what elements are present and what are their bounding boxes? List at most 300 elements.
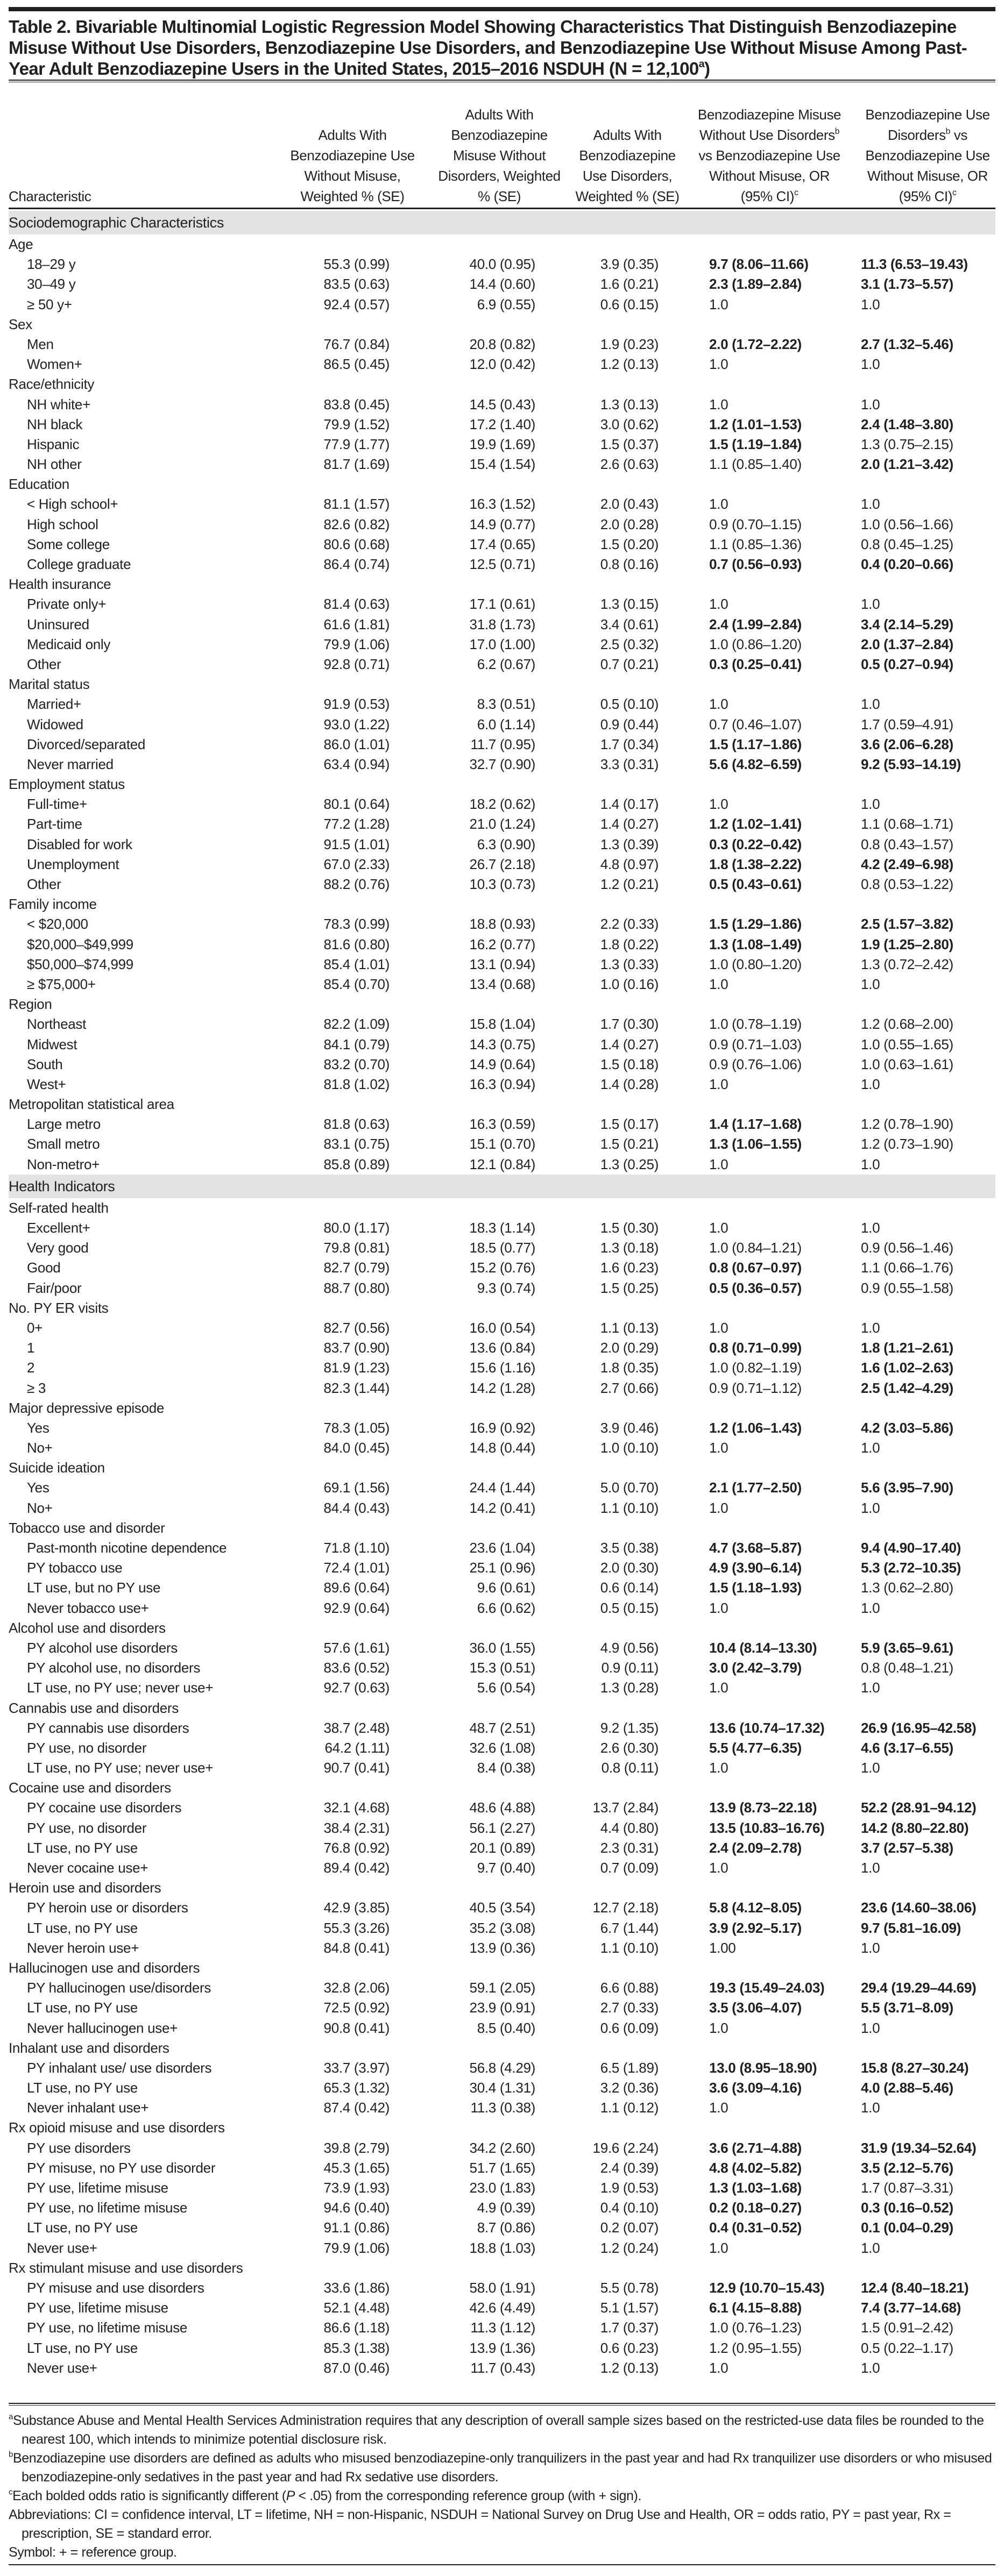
cell-or-misuse: 1.0 (0.86–1.20) <box>709 636 802 652</box>
col-header-text <box>696 104 843 207</box>
cell-use-without-misuse: 38.4 (2.31) <box>323 1819 390 1836</box>
cell-or-misuse: 9.7 (8.06–11.66) <box>709 256 809 273</box>
row-label: PY tobacco use <box>27 1560 123 1576</box>
cell-or-use-disorders: 1.0 <box>861 1076 880 1092</box>
cell-or-use-disorders: 0.3 (0.16–0.52) <box>861 2200 953 2216</box>
table-row <box>0 694 1004 714</box>
cell-or-misuse: 0.5 (0.36–0.57) <box>709 1279 802 1296</box>
cell-misuse-without-disorders: 15.2 (0.76) <box>469 1259 535 1276</box>
cell-use-without-misuse: 77.2 (1.28) <box>323 816 390 832</box>
cell-or-misuse: 1.2 (0.95–1.55) <box>709 2339 802 2356</box>
cell-or-misuse: 1.5 (1.18–1.93) <box>709 1579 802 1596</box>
cell-or-use-disorders: 1.1 (0.68–1.71) <box>861 816 953 832</box>
cell-use-disorders: 2.0 (0.29) <box>600 1340 659 1356</box>
row-label: High school <box>27 516 98 532</box>
table-row <box>0 1738 1004 1758</box>
group-label: Self-rated health <box>9 1199 109 1216</box>
cell-or-use-disorders: 1.0 <box>861 2239 880 2256</box>
cell-or-misuse: 0.9 (0.71–1.12) <box>709 1379 802 1396</box>
row-label: West+ <box>27 1076 66 1092</box>
cell-misuse-without-disorders: 32.6 (1.08) <box>469 1739 535 1756</box>
cell-use-disorders: 2.0 (0.43) <box>600 496 659 513</box>
col-header-or-misuse <box>696 85 843 207</box>
table-row <box>0 755 1004 774</box>
cell-use-without-misuse: 86.5 (0.45) <box>323 356 390 373</box>
cell-use-without-misuse: 92.9 (0.64) <box>323 1599 390 1616</box>
cell-misuse-without-disorders: 10.3 (0.73) <box>469 876 535 892</box>
cell-or-use-disorders: 1.0 <box>861 1680 880 1696</box>
cell-use-disorders: 3.9 (0.35) <box>600 256 659 273</box>
cell-use-disorders: 2.0 (0.30) <box>600 1560 659 1576</box>
cell-use-disorders: 3.3 (0.31) <box>600 756 659 772</box>
cell-or-use-disorders: 1.0 <box>861 1499 880 1516</box>
table-row <box>0 635 1004 654</box>
cell-use-disorders: 1.7 (0.30) <box>600 1016 659 1033</box>
table-row <box>0 1938 1004 1958</box>
cell-use-without-misuse: 65.3 (1.32) <box>323 2080 390 2096</box>
cell-use-without-misuse: 85.4 (0.70) <box>323 976 390 992</box>
cell-use-disorders: 1.2 (0.13) <box>600 356 659 373</box>
group-header <box>0 574 1004 594</box>
col-header-part: vs Benzodiazepine Use Without Misuse, OR (95% CI) <box>698 147 840 204</box>
cell-or-use-disorders: 1.3 (0.75–2.15) <box>861 436 953 452</box>
table-row <box>0 715 1004 735</box>
table-row <box>0 2138 1004 2158</box>
row-label: Never inhalant use+ <box>27 2100 149 2116</box>
cell-or-misuse: 0.7 (0.46–1.07) <box>709 716 802 732</box>
cell-or-misuse: 1.5 (1.29–1.86) <box>709 916 802 933</box>
cell-or-use-disorders: 9.2 (5.93–14.19) <box>861 756 961 772</box>
cell-use-disorders: 1.1 (0.10) <box>600 1939 659 1956</box>
cell-or-use-disorders: 1.2 (0.73–1.90) <box>861 1136 953 1152</box>
cell-use-disorders: 1.8 (0.22) <box>600 936 659 952</box>
cell-or-use-disorders: 1.0 <box>861 396 880 412</box>
row-label: PY misuse, no PY use disorder <box>27 2159 216 2176</box>
col-header-text: Adults With Benzodiazepine Use Disorders, Weighted % (SE) <box>575 127 680 204</box>
cell-or-use-disorders: 14.2 (8.80–22.80) <box>861 1819 969 1836</box>
cell-use-disorders: 1.3 (0.25) <box>600 1156 659 1172</box>
cell-misuse-without-disorders: 18.5 (0.77) <box>469 1240 535 1256</box>
cell-misuse-without-disorders: 8.5 (0.40) <box>477 2019 535 2036</box>
table-row <box>0 835 1004 855</box>
cell-use-without-misuse: 83.2 (0.70) <box>323 1056 390 1072</box>
cell-use-without-misuse: 82.7 (0.79) <box>323 1259 390 1276</box>
table-row <box>0 2098 1004 2118</box>
row-label: Past-month nicotine dependence <box>27 1540 227 1556</box>
cell-use-disorders: 1.2 (0.24) <box>600 2239 659 2256</box>
group-label: Marital status <box>9 676 90 693</box>
group-label: Health insurance <box>9 576 111 593</box>
row-label: $20,000–$49,999 <box>27 936 133 952</box>
table-row <box>0 2298 1004 2318</box>
cell-use-without-misuse: 72.4 (1.01) <box>323 1560 390 1576</box>
cell-use-disorders: 19.6 (2.24) <box>592 2139 659 2156</box>
cell-use-without-misuse: 45.3 (1.65) <box>323 2159 390 2176</box>
cell-use-disorders: 3.5 (0.38) <box>600 1540 659 1556</box>
cell-misuse-without-disorders: 16.3 (1.52) <box>469 496 535 513</box>
cell-use-disorders: 1.8 (0.35) <box>600 1360 659 1376</box>
table-row <box>0 1114 1004 1134</box>
cell-misuse-without-disorders: 36.0 (1.55) <box>469 1639 535 1656</box>
cell-misuse-without-disorders: 14.9 (0.77) <box>469 516 535 532</box>
row-label: LT use, no PY use <box>27 2219 138 2236</box>
cell-misuse-without-disorders: 13.4 (0.68) <box>469 976 535 992</box>
table-row <box>0 2198 1004 2218</box>
cell-or-use-disorders: 2.7 (1.32–5.46) <box>861 336 953 352</box>
cell-or-use-disorders: 1.0 <box>861 1939 880 1956</box>
cell-misuse-without-disorders: 18.8 (0.93) <box>469 916 535 933</box>
group-label: Sex <box>9 316 32 332</box>
row-label: PY use, no lifetime misuse <box>27 2200 188 2216</box>
cell-misuse-without-disorders: 23.0 (1.83) <box>469 2180 535 2196</box>
row-label: Private only+ <box>27 596 107 613</box>
cell-use-disorders: 2.5 (0.32) <box>600 636 659 652</box>
cell-misuse-without-disorders: 51.7 (1.65) <box>469 2159 535 2176</box>
cell-misuse-without-disorders: 6.0 (1.14) <box>477 716 535 732</box>
cell-misuse-without-disorders: 12.1 (0.84) <box>469 1156 535 1172</box>
cell-misuse-without-disorders: 58.0 (1.91) <box>469 2279 535 2296</box>
table-row <box>0 1538 1004 1558</box>
row-label: PY hallucinogen use/disorders <box>27 1980 211 1996</box>
cell-use-disorders: 5.1 (1.57) <box>600 2300 659 2316</box>
cell-use-without-misuse: 38.7 (2.48) <box>323 1719 390 1736</box>
cell-use-without-misuse: 61.6 (1.81) <box>323 616 390 632</box>
cell-or-misuse: 1.0 <box>709 296 729 312</box>
cell-or-use-disorders: 1.7 (0.87–3.31) <box>861 2180 953 2196</box>
row-label: Medicaid only <box>27 636 111 652</box>
row-label: 0+ <box>27 1319 43 1336</box>
row-label: Midwest <box>27 1036 77 1052</box>
cell-or-misuse: 1.0 <box>709 2359 729 2376</box>
cell-use-disorders: 4.9 (0.56) <box>600 1639 659 1656</box>
cell-or-misuse: 0.9 (0.71–1.03) <box>709 1036 802 1052</box>
cell-or-misuse: 1.0 <box>709 356 729 373</box>
group-label: Inhalant use and disorders <box>9 2039 169 2056</box>
group-header <box>0 1398 1004 1418</box>
table-row <box>0 1478 1004 1498</box>
row-label: Women+ <box>27 356 82 373</box>
cell-or-use-disorders: 1.8 (1.21–2.61) <box>861 1340 953 1356</box>
cell-use-disorders: 1.4 (0.27) <box>600 1036 659 1052</box>
cell-use-without-misuse: 84.1 (0.79) <box>323 1036 390 1052</box>
cell-misuse-without-disorders: 6.6 (0.62) <box>477 1599 535 1616</box>
cell-use-without-misuse: 81.9 (1.23) <box>323 1360 390 1376</box>
row-label: Small metro <box>27 1136 100 1152</box>
cell-use-disorders: 1.4 (0.28) <box>600 1076 659 1092</box>
table-row <box>0 1338 1004 1358</box>
col-header-text: Adults With Benzodiazepine Use Without Misuse, Weighted % (SE) <box>290 127 415 204</box>
footnote-mark: b <box>835 127 839 137</box>
cell-or-use-disorders: 1.0 <box>861 1440 880 1456</box>
cell-misuse-without-disorders: 32.7 (0.90) <box>469 756 535 772</box>
row-label: 2 <box>27 1360 35 1376</box>
cell-use-without-misuse: 89.6 (0.64) <box>323 1579 390 1596</box>
cell-misuse-without-disorders: 18.2 (0.62) <box>469 796 535 813</box>
cell-use-without-misuse: 92.4 (0.57) <box>323 296 390 312</box>
cell-misuse-without-disorders: 16.0 (0.54) <box>469 1319 535 1336</box>
cell-use-without-misuse: 32.1 (4.68) <box>323 1799 390 1816</box>
group-label: Heroin use and disorders <box>9 1880 161 1896</box>
cell-or-use-disorders: 3.1 (1.73–5.57) <box>861 276 953 293</box>
cell-use-disorders: 2.4 (0.39) <box>600 2159 659 2176</box>
cell-or-use-disorders: 0.8 (0.53–1.22) <box>861 876 953 892</box>
cell-use-without-misuse: 94.6 (0.40) <box>323 2200 390 2216</box>
cell-or-use-disorders: 5.3 (2.72–10.35) <box>861 1560 961 1576</box>
cell-misuse-without-disorders: 6.9 (0.55) <box>477 296 535 312</box>
row-label: PY use, lifetime misuse <box>27 2180 168 2196</box>
cell-or-misuse: 1.00 <box>709 1939 736 1956</box>
cell-use-disorders: 5.0 (0.70) <box>600 1479 659 1496</box>
cell-use-disorders: 12.7 (2.18) <box>592 1899 659 1916</box>
cell-use-disorders: 6.6 (0.88) <box>600 1980 659 1996</box>
cell-use-disorders: 1.7 (0.37) <box>600 2319 659 2336</box>
cell-or-misuse: 1.3 (1.06–1.55) <box>709 1136 802 1152</box>
cell-or-use-disorders: 1.9 (1.25–2.80) <box>861 936 953 952</box>
cell-or-misuse: 1.1 (0.85–1.36) <box>709 536 802 552</box>
cell-use-disorders: 1.5 (0.25) <box>600 1279 659 1296</box>
table-row <box>0 295 1004 315</box>
footnote-b <box>9 2449 995 2487</box>
col-header-part: Benzodiazepine Use Disorders <box>865 106 990 143</box>
cell-misuse-without-disorders: 16.3 (0.59) <box>469 1116 535 1133</box>
cell-use-disorders: 1.1 (0.10) <box>600 1499 659 1516</box>
cell-or-misuse: 0.9 (0.70–1.15) <box>709 516 802 532</box>
cell-misuse-without-disorders: 9.3 (0.74) <box>477 1279 535 1296</box>
cell-or-use-disorders: 0.9 (0.56–1.46) <box>861 1240 953 1256</box>
cell-or-use-disorders: 1.3 (0.72–2.42) <box>861 956 953 972</box>
cell-use-disorders: 6.5 (1.89) <box>600 2059 659 2076</box>
cell-misuse-without-disorders: 35.2 (3.08) <box>469 1919 535 1936</box>
cell-or-use-disorders: 0.8 (0.48–1.21) <box>861 1660 953 1676</box>
row-label: Part-time <box>27 816 82 832</box>
cell-or-misuse: 1.0 <box>709 1599 729 1616</box>
cell-use-without-misuse: 63.4 (0.94) <box>323 756 390 772</box>
cell-or-misuse: 1.2 (1.02–1.41) <box>709 816 802 832</box>
cell-or-misuse: 1.3 (1.08–1.49) <box>709 936 802 952</box>
cell-misuse-without-disorders: 13.6 (0.84) <box>469 1340 535 1356</box>
table-row <box>0 395 1004 415</box>
cell-misuse-without-disorders: 15.6 (1.16) <box>469 1360 535 1376</box>
group-header <box>0 1518 1004 1538</box>
table-row <box>0 2058 1004 2078</box>
group-header <box>0 774 1004 794</box>
cell-or-use-disorders: 4.2 (2.49–6.98) <box>861 856 953 872</box>
cell-use-without-misuse: 77.9 (1.77) <box>323 436 390 452</box>
cell-use-without-misuse: 73.9 (1.93) <box>323 2180 390 2196</box>
cell-or-use-disorders: 3.7 (2.57–5.38) <box>861 1839 953 1856</box>
row-label: LT use, no PY use <box>27 1999 138 2016</box>
cell-misuse-without-disorders: 15.3 (0.51) <box>469 1660 535 1676</box>
table-row <box>0 354 1004 374</box>
cell-use-disorders: 1.4 (0.17) <box>600 796 659 813</box>
cell-or-misuse: 1.0 (0.78–1.19) <box>709 1016 802 1033</box>
table-row <box>0 1418 1004 1438</box>
cell-or-use-disorders: 3.6 (2.06–6.28) <box>861 736 953 752</box>
cell-or-use-disorders: 0.8 (0.45–1.25) <box>861 536 953 552</box>
cell-or-misuse: 1.0 <box>709 1680 729 1696</box>
cell-use-without-misuse: 86.0 (1.01) <box>323 736 390 752</box>
cell-use-without-misuse: 79.9 (1.06) <box>323 636 390 652</box>
footnote-mark: c <box>794 188 798 198</box>
cell-use-disorders: 3.2 (0.36) <box>600 2080 659 2096</box>
cell-or-use-disorders: 4.0 (2.88–5.46) <box>861 2080 953 2096</box>
cell-or-misuse: 1.0 <box>709 1319 729 1336</box>
group-header <box>0 1198 1004 1218</box>
cell-use-without-misuse: 55.3 (0.99) <box>323 256 390 273</box>
row-label: PY use disorders <box>27 2139 131 2156</box>
footnote-abbreviations: Abbreviations: CI = confidence interval, LT = lifetime, NH = non-Hispanic, NSDUH = National Survey on Drug Use and Health, OR = odds ratio, PY = past year, Rx = prescription, SE = standard error. <box>9 2507 951 2541</box>
row-label: Married+ <box>27 696 81 713</box>
group-label: Alcohol use and disorders <box>9 1619 166 1636</box>
row-label: PY cocaine use disorders <box>27 1799 182 1816</box>
cell-use-without-misuse: 79.8 (0.81) <box>323 1240 390 1256</box>
table-row <box>0 2278 1004 2298</box>
row-label: PY heroin use or disorders <box>27 1899 188 1916</box>
table-row <box>0 654 1004 674</box>
cell-use-disorders: 0.6 (0.23) <box>600 2339 659 2356</box>
cell-or-misuse: 0.4 (0.31–0.52) <box>709 2219 802 2236</box>
cell-or-use-disorders: 1.6 (1.02–2.63) <box>861 1360 953 1376</box>
cell-or-misuse: 1.0 <box>709 1760 729 1776</box>
cell-or-use-disorders: 1.0 <box>861 1599 880 1616</box>
cell-or-use-disorders: 1.0 <box>861 1156 880 1172</box>
table-row <box>0 1438 1004 1458</box>
cell-use-disorders: 6.7 (1.44) <box>600 1919 659 1936</box>
cell-or-use-disorders: 0.4 (0.20–0.66) <box>861 556 953 572</box>
group-label: Tobacco use and disorder <box>9 1519 165 1536</box>
cell-use-disorders: 1.5 (0.18) <box>600 1056 659 1072</box>
cell-use-disorders: 2.3 (0.31) <box>600 1839 659 1856</box>
cell-use-without-misuse: 78.3 (1.05) <box>323 1419 390 1436</box>
cell-or-misuse: 2.4 (1.99–2.84) <box>709 616 802 632</box>
cell-use-disorders: 1.5 (0.37) <box>600 436 659 452</box>
cell-or-misuse: 2.0 (1.72–2.22) <box>709 336 802 352</box>
row-label: Never use+ <box>27 2359 97 2376</box>
table-row <box>0 2238 1004 2258</box>
cell-or-misuse: 1.0 (0.84–1.21) <box>709 1240 802 1256</box>
row-label: Never use+ <box>27 2239 97 2256</box>
cell-use-without-misuse: 91.5 (1.01) <box>323 836 390 852</box>
group-header <box>0 2258 1004 2278</box>
cell-use-disorders: 1.5 (0.20) <box>600 536 659 552</box>
cell-or-misuse: 1.5 (1.17–1.86) <box>709 736 802 752</box>
table-row <box>0 1818 1004 1838</box>
table-row <box>0 1318 1004 1338</box>
cell-or-use-disorders: 1.0 <box>861 496 880 513</box>
row-label: PY alcohol use, no disorders <box>27 1660 201 1676</box>
cell-or-use-disorders: 3.4 (2.14–5.29) <box>861 616 953 632</box>
row-label: Other <box>27 656 61 672</box>
cell-or-use-disorders: 1.7 (0.59–4.91) <box>861 716 953 732</box>
cell-or-use-disorders: 1.0 <box>861 696 880 713</box>
row-label: Large metro <box>27 1116 101 1133</box>
row-label: Unemployment <box>27 856 119 872</box>
table-row <box>0 594 1004 614</box>
title-close: ) <box>704 59 710 79</box>
cell-misuse-without-disorders: 9.6 (0.61) <box>477 1579 535 1596</box>
footnote-a <box>9 2411 995 2449</box>
cell-or-use-disorders: 29.4 (19.29–44.69) <box>861 1980 977 1996</box>
cell-use-disorders: 5.5 (0.78) <box>600 2279 659 2296</box>
col-header-part: Benzodiazepine Misuse Without Use Disorders <box>697 106 842 143</box>
cell-use-disorders: 0.6 (0.15) <box>600 296 659 312</box>
col-header-text: Characteristic <box>9 188 91 204</box>
table-row <box>0 1074 1004 1094</box>
cell-or-misuse: 5.8 (4.12–8.05) <box>709 1899 802 1916</box>
cell-use-without-misuse: 86.6 (1.18) <box>323 2319 390 2336</box>
table-row <box>0 2358 1004 2378</box>
row-label: 18–29 y <box>27 256 76 273</box>
cell-use-disorders: 1.3 (0.15) <box>600 596 659 613</box>
cell-or-misuse: 0.3 (0.22–0.42) <box>709 836 802 852</box>
table-row <box>0 974 1004 994</box>
cell-or-use-disorders: 2.0 (1.21–3.42) <box>861 456 953 473</box>
group-header <box>0 894 1004 914</box>
cell-or-use-disorders: 5.5 (3.71–8.09) <box>861 1999 953 2016</box>
row-label: $50,000–$74,999 <box>27 956 133 972</box>
row-label: Never hallucinogen use+ <box>27 2019 178 2036</box>
cell-use-without-misuse: 81.8 (1.02) <box>323 1076 390 1092</box>
cell-use-without-misuse: 92.8 (0.71) <box>323 656 390 672</box>
footnote-text: Substance Abuse and Mental Health Services Administration requires that any description of overall sample sizes based on the restricted-use data files be rounded to the nearest 100, which intends to minimize potential disclosure risk. <box>12 2413 984 2447</box>
cell-or-use-disorders: 23.6 (14.60–38.06) <box>861 1899 977 1916</box>
cell-use-disorders: 0.8 (0.16) <box>600 556 659 572</box>
table-row <box>0 1918 1004 1938</box>
cell-use-disorders: 2.0 (0.28) <box>600 516 659 532</box>
row-label: 1 <box>27 1340 35 1356</box>
cell-use-without-misuse: 79.9 (1.52) <box>323 416 390 432</box>
table-row <box>0 914 1004 934</box>
cell-misuse-without-disorders: 16.3 (0.94) <box>469 1076 535 1092</box>
row-label: Non-metro+ <box>27 1156 100 1172</box>
table-row <box>0 1578 1004 1598</box>
table-row <box>0 2178 1004 2198</box>
cell-or-misuse: 1.0 (0.76–1.23) <box>709 2319 802 2336</box>
cell-misuse-without-disorders: 14.9 (0.64) <box>469 1056 535 1072</box>
cell-or-misuse: 12.9 (10.70–15.43) <box>709 2279 825 2296</box>
cell-or-misuse: 1.0 <box>709 2019 729 2036</box>
cell-or-misuse: 1.0 <box>709 2100 729 2116</box>
row-label: Never married <box>27 756 114 772</box>
table-row <box>0 435 1004 454</box>
cell-or-use-disorders: 0.5 (0.27–0.94) <box>861 656 953 672</box>
cell-or-use-disorders: 7.4 (3.77–14.68) <box>861 2300 961 2316</box>
cell-use-disorders: 1.4 (0.27) <box>600 816 659 832</box>
row-label: PY use, no disorder <box>27 1739 147 1756</box>
cell-use-without-misuse: 55.3 (3.26) <box>323 1919 390 1936</box>
row-label: LT use, no PY use <box>27 2339 138 2356</box>
row-label: Full-time+ <box>27 796 87 813</box>
row-label: < $20,000 <box>27 916 88 933</box>
group-header <box>0 1094 1004 1114</box>
row-label: PY use, lifetime misuse <box>27 2300 168 2316</box>
table-row <box>0 1678 1004 1698</box>
cell-use-disorders: 2.6 (0.63) <box>600 456 659 473</box>
cell-misuse-without-disorders: 17.2 (1.40) <box>469 416 535 432</box>
table-row <box>0 1718 1004 1738</box>
title-footnote-mark: a <box>698 58 704 70</box>
table-row <box>0 1258 1004 1278</box>
cell-use-without-misuse: 79.9 (1.06) <box>323 2239 390 2256</box>
cell-use-disorders: 1.5 (0.21) <box>600 1136 659 1152</box>
group-header <box>0 2038 1004 2058</box>
cell-or-use-disorders: 1.5 (0.91–2.42) <box>861 2319 953 2336</box>
cell-misuse-without-disorders: 11.3 (1.12) <box>470 2319 535 2336</box>
table-row <box>0 1858 1004 1878</box>
bottom-rule <box>9 2564 995 2565</box>
footnote-mark: b <box>945 127 950 137</box>
cell-or-use-disorders: 5.6 (3.95–7.90) <box>861 1479 953 1496</box>
